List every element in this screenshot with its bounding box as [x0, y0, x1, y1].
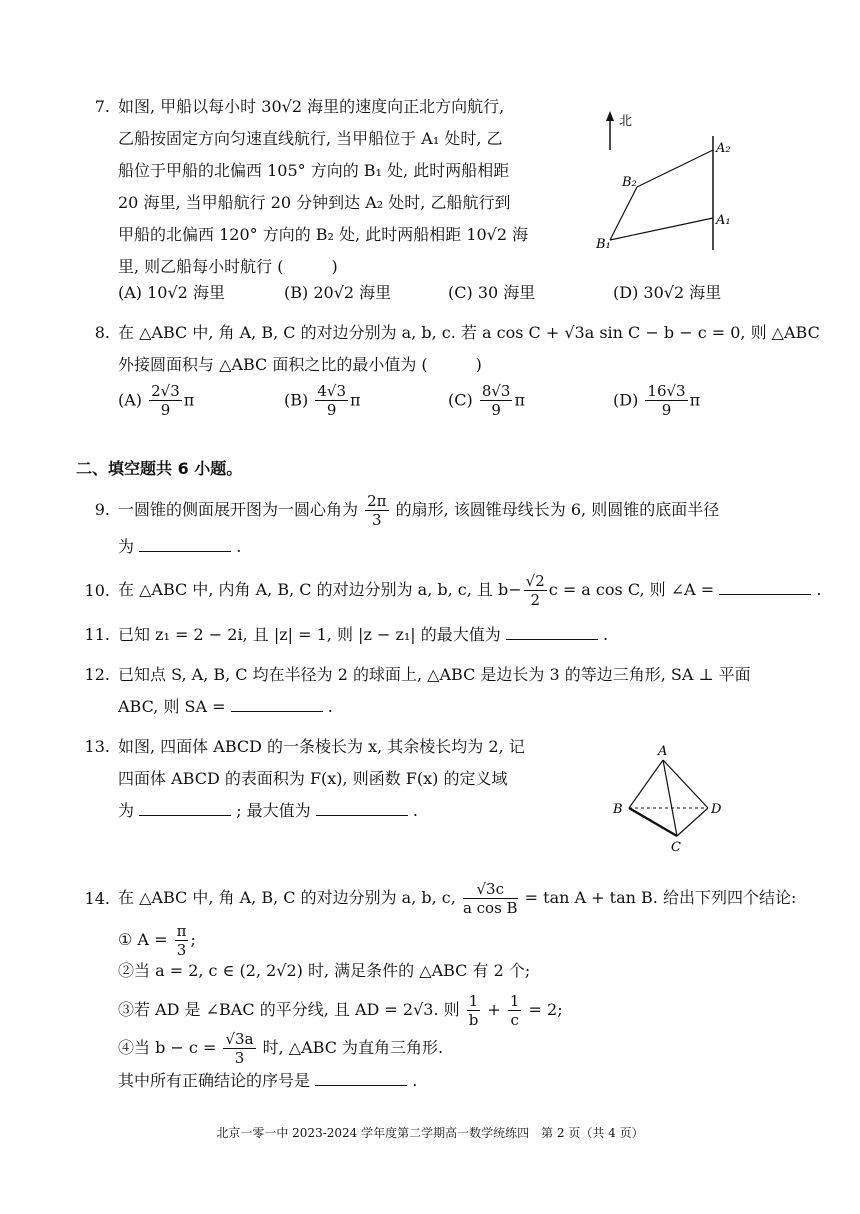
q13-tetrahedron-diagram [605, 742, 735, 862]
q8-option-d: (D) $\frac{16√3}{9}$ π [613, 382, 701, 419]
label-a2: A₂ [716, 141, 731, 156]
q8-number: 8. [94, 323, 110, 342]
q14-answer-blank[interactable] [315, 1071, 407, 1086]
q9-line-2: 为 . [118, 537, 242, 556]
q8-option-c: (C) $\frac{8√3}{9}$ π [448, 382, 525, 419]
q8-option-a: (A) $\frac{2√3}{9}$ π [118, 382, 195, 419]
q11-answer-blank[interactable] [506, 625, 598, 640]
q7-option-c: (C) 30 海里 [448, 283, 536, 302]
q9-number: 9. [94, 500, 110, 519]
q11-line: 已知 z₁ = 2 − 2i, 且 |z| = 1, 则 |z − z₁| 的最大值为 . [118, 625, 609, 644]
q8-option-b: (B) $\frac{4√3}{9}$ π [284, 382, 361, 419]
q13-number: 13. [84, 737, 110, 756]
q14-conclusion-4: ④当 b − c = $\frac{√3a}{3}$ 时, △ABC 为直角三角形. [118, 1030, 444, 1067]
vertex-b: B [613, 802, 623, 817]
q7-line-4: 20 海里, 当甲船航行 20 分钟到达 A₂ 处时, 乙船航行到 [118, 193, 511, 212]
q10-number: 10. [84, 581, 110, 600]
q7-line-1: 如图, 甲船以每小时 30√2 海里的速度向正北方向航行, [118, 97, 505, 116]
q14-conclusion-3: ③若 AD 是 ∠BAC 的平分线, 且 AD = 2√3. 则 $\frac{1}{b}$ + $\frac{1}{c}$ = 2; [118, 992, 563, 1029]
q7-option-b: (B) 20√2 海里 [284, 283, 392, 302]
vertex-c: C [671, 840, 681, 855]
q7-line-6: 里, 则乙船每小时航行 ( ) [118, 257, 338, 276]
section-heading: 二、填空题共 6 小题。 [76, 459, 243, 478]
q14-conclusion-2: ②当 a = 2, c ∈ (2, 2√2) 时, 满足条件的 △ABC 有 2 个; [118, 961, 531, 980]
label-b1: B₁ [596, 237, 611, 252]
page-footer: 北京一零一中 2023-2024 学年度第二学期高一数学统练四 第 2 页（共 4 页） [216, 1126, 644, 1140]
q7-number: 7. [94, 97, 110, 116]
q7-option-d: (D) 30√2 海里 [613, 283, 722, 302]
vertex-d: D [711, 802, 722, 817]
q14-last-line: 其中所有正确结论的序号是 . [118, 1071, 418, 1090]
q13-domain-blank[interactable] [139, 801, 231, 816]
q9-answer-blank[interactable] [139, 537, 231, 552]
north-label: 北 [619, 114, 633, 129]
q7-line-2: 乙船按固定方向匀速直线航行, 当甲船位于 A₁ 处时, 乙 [118, 129, 503, 148]
q10-line: 在 △ABC 中, 内角 A, B, C 的对边分别为 a, b, c, 且 b− $\frac{√2}{2}$ c = a cos C, 则 ∠A = . [118, 572, 822, 609]
q7-option-a: (A) 10√2 海里 [118, 283, 225, 302]
q7-line-3: 船位于甲船的北偏西 105° 方向的 B₁ 处, 此时两船相距 [118, 161, 510, 180]
q8-line-2: 外接圆面积与 △ABC 面积之比的最小值为 ( ) [118, 355, 482, 374]
q14-number: 14. [84, 889, 110, 908]
q8-line-1: 在 △ABC 中, 角 A, B, C 的对边分别为 a, b, c. 若 a cos C + √3a sin C − b − c = 0, 则 △ABC [118, 323, 820, 342]
q13-line-3: 为 ; 最大值为 . [118, 801, 418, 820]
q12-line-2: ABC, 则 SA = . [118, 697, 333, 716]
q9-line-1: 一圆锥的侧面展开图为一圆心角为 $\frac{2\pi}{3}$ 的扇形, 该圆锥母线长为 6, 则圆锥的底面半径 [118, 492, 720, 529]
q12-answer-blank[interactable] [231, 697, 323, 712]
q14-conclusion-1: ① A = $\frac{\pi}{3}$ ; [118, 922, 196, 959]
q7-line-5: 甲船的北偏西 120° 方向的 B₂ 处, 此时两船相距 10√2 海 [118, 225, 529, 244]
q11-number: 11. [84, 625, 110, 644]
vertex-a: A [658, 744, 668, 759]
q14-line-1: 在 △ABC 中, 角 A, B, C 的对边分别为 a, b, c, $\frac{√3c}{\text{a cos B}}$ = tan A + tan B. 给出下列四个结论: [118, 880, 797, 917]
q13-max-blank[interactable] [316, 801, 408, 816]
q7-ship-diagram [590, 108, 750, 258]
q12-line-1: 已知点 S, A, B, C 均在半径为 2 的球面上, △ABC 是边长为 3 的等边三角形, SA ⊥ 平面 [118, 665, 751, 684]
label-a1: A₁ [716, 213, 731, 228]
q12-number: 12. [84, 665, 110, 684]
label-b2: B₂ [622, 175, 637, 190]
q13-line-1: 如图, 四面体 ABCD 的一条棱长为 x, 其余棱长均为 2, 记 [118, 737, 525, 756]
q10-answer-blank[interactable] [719, 580, 811, 595]
q13-line-2: 四面体 ABCD 的表面积为 F(x), 则函数 F(x) 的定义域 [118, 769, 508, 788]
